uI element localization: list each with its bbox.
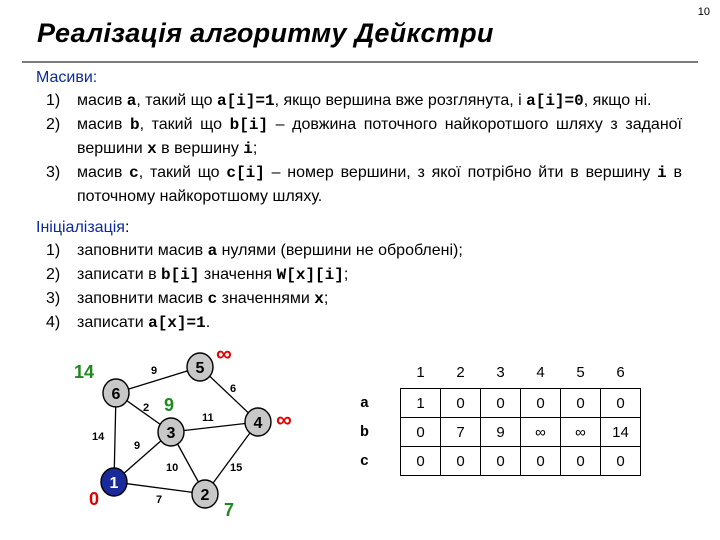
text: , якщо ні.: [583, 92, 652, 109]
node-3: [158, 418, 184, 446]
list-item: [36, 113, 682, 161]
table-cell: 9: [481, 418, 521, 447]
graph-diagram: [70, 345, 310, 525]
code: W[x][i]: [276, 266, 344, 284]
list-item: [36, 287, 682, 311]
node-label: 2: [200, 487, 210, 504]
arrays-list: [36, 89, 682, 208]
weight-label: 11: [202, 412, 214, 424]
table-cell: 0: [601, 447, 641, 476]
text: .: [205, 314, 211, 331]
arrays-table: [348, 356, 641, 476]
table-row: [348, 418, 641, 447]
text: , такий що: [139, 116, 230, 133]
code: a: [126, 92, 137, 110]
weight-label: 10: [166, 462, 179, 474]
list-item: [36, 89, 682, 113]
text: значення: [199, 266, 277, 283]
code: b[i]: [229, 116, 269, 134]
graph-edges: [111, 367, 258, 494]
text: масив: [77, 164, 130, 181]
weight-label: 2: [143, 402, 150, 414]
table-cell: 0: [441, 447, 481, 476]
node-4: [245, 408, 271, 436]
item-number: 4): [46, 314, 61, 331]
list-item: [36, 311, 682, 335]
text: в поточному найкоротшому шляху.: [77, 164, 683, 205]
code: c: [129, 164, 139, 182]
code: a: [207, 242, 218, 260]
column-header: 3: [496, 363, 505, 381]
row-label: b: [360, 423, 370, 441]
node-label: 1: [109, 475, 119, 492]
text: значеннями: [217, 290, 315, 307]
init-heading-colon: :: [124, 219, 130, 236]
code: b[i]: [161, 266, 200, 284]
table-row: [348, 389, 641, 418]
node-label: 6: [111, 386, 121, 403]
table-cell: 0: [521, 389, 561, 418]
table-cell: ∞: [561, 418, 601, 447]
text: , такий що: [136, 92, 217, 109]
distance-label-3: 9: [164, 395, 175, 415]
table-cell: 0: [481, 447, 521, 476]
node-6: [103, 379, 129, 407]
table-cell: 0: [441, 389, 481, 418]
distance-label-6: 14: [74, 362, 95, 382]
code: c[i]: [226, 164, 265, 182]
table-cell: 0: [601, 389, 641, 418]
distance-label-2: 7: [224, 500, 235, 520]
text: записати в: [77, 266, 162, 283]
text: ;: [343, 266, 349, 283]
item-number: 1): [46, 92, 61, 109]
weight-label: 6: [230, 383, 237, 395]
column-header: 2: [456, 363, 465, 381]
init-heading: [36, 216, 682, 239]
table-header-row: [348, 356, 641, 389]
edge-1-2: [114, 482, 205, 494]
text: масив: [77, 92, 127, 109]
text: – довжина поточного найкоротшого шляху з заданої вершини: [77, 116, 683, 157]
table-cell: 1: [401, 389, 441, 418]
title-divider: [22, 61, 698, 63]
table-cell: 0: [401, 447, 441, 476]
item-number: 2): [46, 116, 61, 133]
text: масив: [77, 116, 130, 133]
text: заповнити масив: [77, 290, 208, 307]
code: b: [129, 116, 140, 134]
weight-label: 9: [134, 440, 141, 452]
code: c: [207, 290, 218, 308]
code: i: [657, 164, 667, 182]
node-label: 3: [166, 425, 176, 442]
weight-label: 9: [151, 365, 158, 377]
text: в вершину: [156, 140, 244, 157]
table-row: [348, 447, 641, 476]
node-label: 4: [253, 415, 263, 432]
item-number: 1): [46, 242, 61, 259]
text: записати: [77, 314, 149, 331]
node-2: [192, 480, 218, 508]
text: ;: [252, 140, 258, 157]
distance-label-4: ∞: [276, 407, 292, 432]
item-number: 2): [46, 266, 61, 283]
init-heading-text: Ініціалізація: [36, 219, 125, 236]
table-cell: 0: [401, 418, 441, 447]
text: , такий що: [138, 164, 227, 181]
code: a[i]=1: [216, 92, 275, 110]
node-label: 5: [195, 360, 205, 377]
distance-label-5: ∞: [216, 345, 232, 366]
list-item: [36, 161, 682, 208]
text: , якщо вершина вже розглянута, і: [274, 92, 527, 109]
text: заповнити масив: [77, 242, 208, 259]
slide-title: Реалізація алгоритму Дейкстри: [37, 18, 494, 48]
code: a[x]=1: [148, 314, 206, 332]
table-cell: 0: [521, 447, 561, 476]
column-header: 1: [416, 363, 425, 381]
column-header: 6: [616, 363, 625, 381]
table-cell: 0: [481, 389, 521, 418]
weight-label: 7: [156, 494, 163, 506]
weight-label: 15: [230, 462, 243, 474]
table-corner: [348, 356, 401, 389]
arrays-heading: Масиви:: [36, 69, 98, 86]
code: x: [147, 140, 157, 158]
table-cell: 0: [561, 389, 601, 418]
init-list: [36, 239, 682, 335]
node-5: [187, 353, 213, 381]
code: i: [243, 140, 253, 158]
item-number: 3): [46, 164, 61, 181]
text: ;: [323, 290, 329, 307]
table-cell: ∞: [521, 418, 561, 447]
column-header: 5: [576, 363, 585, 381]
text: нулями (вершини не оброблені);: [217, 242, 463, 259]
code: a[i]=0: [526, 92, 584, 110]
text: – номер вершини, з якої потрібно йти в вершину: [264, 164, 658, 181]
list-item: [36, 239, 682, 263]
distance-label-1: 0: [89, 489, 100, 509]
table-cell: 0: [561, 447, 601, 476]
column-header: 4: [536, 363, 545, 381]
slide-content: [36, 66, 682, 335]
table-cell: 7: [441, 418, 481, 447]
row-label: a: [360, 394, 370, 412]
table-cell: 14: [601, 418, 641, 447]
weight-label: 14: [92, 431, 105, 443]
node-1: [101, 468, 127, 496]
code: x: [314, 290, 324, 308]
list-item: [36, 263, 682, 287]
item-number: 3): [46, 290, 61, 307]
slide-number: 10: [697, 6, 710, 18]
row-label: c: [360, 452, 370, 470]
